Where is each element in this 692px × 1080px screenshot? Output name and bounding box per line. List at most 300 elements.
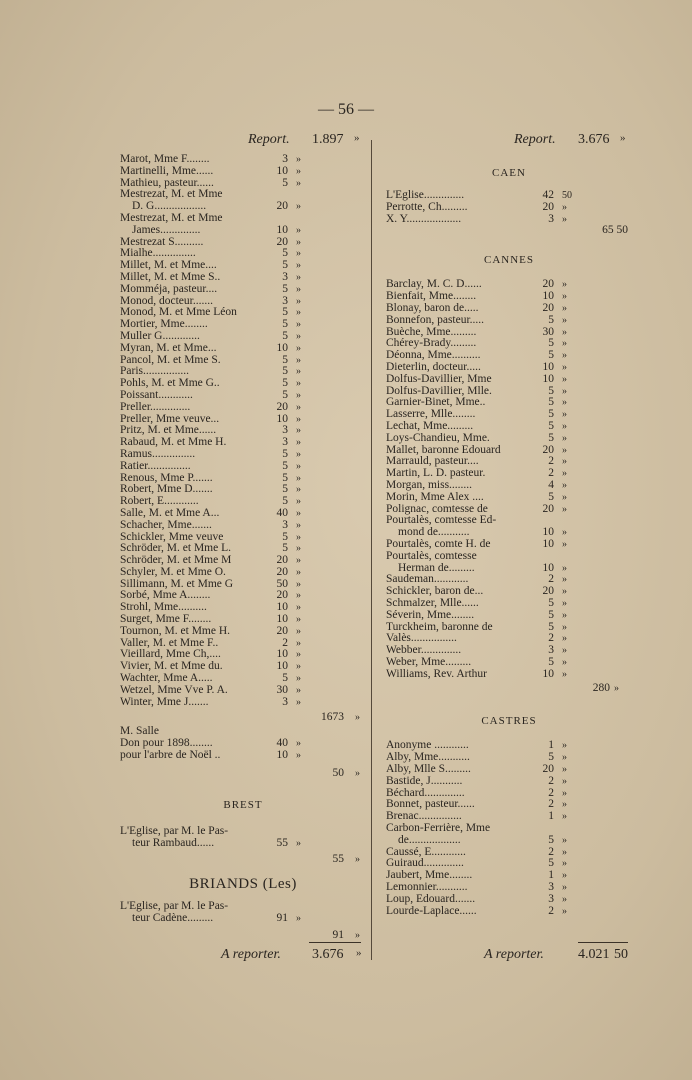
entry-name: Bienfait, Mme........ <box>386 290 477 303</box>
entry-amount: 20 <box>276 624 288 637</box>
entry-cents: » <box>296 401 301 413</box>
footer-label: A reporter. <box>221 947 281 962</box>
entry-name: Pourtalès, comtesse <box>386 549 477 562</box>
entry-name: Monod, M. et Mme Léon <box>120 306 237 319</box>
total-rule <box>309 942 361 943</box>
entry-amount: 5 <box>282 365 288 378</box>
entry-cents: » <box>562 527 567 539</box>
list-item <box>118 520 368 532</box>
list-item <box>118 225 368 237</box>
entry-name: D. G.................. <box>132 200 207 213</box>
entry-cents: » <box>562 645 567 657</box>
footer-amount: 4.021 <box>578 947 610 962</box>
entry-cents: » <box>296 224 301 236</box>
entry-name: Guiraud.............. <box>386 857 464 870</box>
entry-name: Lourde-Laplace...... <box>386 904 477 917</box>
entry-cents: » <box>296 437 301 449</box>
page-number: — 56 — <box>318 101 374 118</box>
entry-amount: 10 <box>542 526 554 539</box>
report-amount: 1.897 <box>312 132 344 147</box>
entry-amount: 2 <box>548 632 554 645</box>
entry-name: Preller, Mme veuve... <box>120 412 220 425</box>
list-item <box>384 480 634 492</box>
entry-name: Lemonnier........... <box>386 881 468 894</box>
entry-cents: » <box>562 775 567 787</box>
entry-cents: » <box>562 444 567 456</box>
entry-amount: 20 <box>276 589 288 602</box>
entry-name: Tournon, M. et Mme H. <box>120 624 231 637</box>
entry-name: Martinelli, Mme...... <box>120 164 214 177</box>
entry-cents: » <box>296 177 301 189</box>
entry-amount: 10 <box>276 164 288 177</box>
entry-amount: 20 <box>276 235 288 248</box>
entry-amount: 5 <box>282 306 288 319</box>
entry-cents: » <box>562 361 567 373</box>
entry-name: Schröder, M. et Mme L. <box>120 542 232 555</box>
entry-cents: » <box>296 750 301 762</box>
entry-name: Vivier, M. et Mme du. <box>120 660 223 673</box>
entry-name: Vieillard, Mme Ch,.... <box>120 648 221 661</box>
list-item <box>118 213 368 225</box>
section-total-mark: » <box>355 854 360 866</box>
entry-cents: » <box>562 479 567 491</box>
entry-cents: » <box>296 661 301 673</box>
entry-name: Garnier-Binet, Mme.. <box>386 396 486 409</box>
entry-cents: » <box>296 637 301 649</box>
entry-amount: 1 <box>548 739 554 752</box>
entry-cents: » <box>562 201 567 213</box>
entry-name: Bonnefon, pasteur..... <box>386 313 485 326</box>
entry-name: Chérey-Brady......... <box>386 337 477 350</box>
entry-cents: » <box>296 496 301 508</box>
report-amount: 3.676 <box>578 132 610 147</box>
entry-amount: 30 <box>276 683 288 696</box>
entry-cents: » <box>296 413 301 425</box>
entry-name: X. Y................... <box>386 212 462 225</box>
entry-name: L'Eglise.............. <box>386 189 465 201</box>
entry-amount: 55 <box>276 836 288 849</box>
entry-name: Poissant............ <box>120 388 193 401</box>
entry-amount: 5 <box>282 483 288 496</box>
entry-amount: 10 <box>276 601 288 614</box>
entry-cents: » <box>562 870 567 882</box>
list-item <box>118 826 368 838</box>
entry-amount: 5 <box>282 318 288 331</box>
entry-name: Caussé, E............ <box>386 845 466 858</box>
section-total-row <box>118 849 368 871</box>
entry-amount: 91 <box>276 912 288 925</box>
entry-cents: » <box>562 740 567 752</box>
entry-name: Lechat, Mme......... <box>386 419 474 432</box>
entry-amount: 10 <box>542 360 554 373</box>
entry-name: Alby, Mme........... <box>386 751 470 764</box>
entry-amount: 10 <box>276 223 288 236</box>
entry-name: Pourtalès, comte H. de <box>386 537 491 550</box>
entry-amount: 42 <box>542 189 554 201</box>
entry-cents: » <box>562 893 567 905</box>
report-mark: » <box>354 132 360 144</box>
entry-name: Marrauld, pasteur.... <box>386 455 479 468</box>
section-total: 55 <box>332 853 344 866</box>
entry-name: Schickler, baron de... <box>386 585 484 598</box>
briands-entries <box>118 901 368 925</box>
entry-name: Mestrezat, M. et Mme <box>120 211 223 224</box>
section-total: 91 <box>332 929 344 942</box>
entry-cents: » <box>296 342 301 354</box>
entry-amount: 20 <box>542 585 554 598</box>
entry-cents: » <box>562 213 567 225</box>
footer-amount: 3.676 <box>312 947 344 962</box>
section-title-cannes: CANNES <box>483 254 534 267</box>
entry-cents: » <box>296 319 301 331</box>
entry-cents: » <box>296 484 301 496</box>
entry-cents: » <box>296 578 301 590</box>
entry-name: Pohls, M. et Mme G.. <box>120 377 220 390</box>
list-item <box>384 539 634 551</box>
entry-cents: » <box>296 283 301 295</box>
entry-cents: » <box>296 738 301 750</box>
entry-amount: 5 <box>282 329 288 342</box>
entry-amount: 5 <box>282 672 288 685</box>
list-item <box>118 697 368 709</box>
entry-amount: 20 <box>542 200 554 213</box>
list-item <box>118 331 368 343</box>
entry-amount: 5 <box>282 495 288 508</box>
entry-cents: » <box>562 338 567 350</box>
entry-cents: » <box>562 314 567 326</box>
list-item <box>118 449 368 461</box>
entry-amount: 2 <box>548 455 554 468</box>
entry-name: Sillimann, M. et Mme G <box>120 577 234 590</box>
section-total-row <box>384 680 634 696</box>
list-item <box>118 461 368 473</box>
entry-amount: 10 <box>276 613 288 626</box>
entry-name: Don pour 1898........ <box>120 737 213 750</box>
entry-amount: 5 <box>282 353 288 366</box>
entry-name: Sorbé, Mme A........ <box>120 589 211 602</box>
entry-name: Mallet, baronne Edouard <box>386 443 501 456</box>
list-item <box>384 835 634 847</box>
entry-cents: » <box>562 397 567 409</box>
section-title-brest: BREST <box>223 798 263 811</box>
entry-name: Surget, Mme F........ <box>120 613 212 626</box>
entry-name: Mathieu, pasteur...... <box>120 176 214 189</box>
entry-amount: 3 <box>282 270 288 283</box>
entry-name: Robert, E............ <box>120 495 199 508</box>
entry-name: Morin, Mme Alex .... <box>386 490 484 503</box>
entry-amount: 5 <box>548 751 554 764</box>
entry-name: Schacher, Mme....... <box>120 518 212 531</box>
list-item <box>118 685 368 697</box>
entry-name: Millet, M. et Mme.... <box>120 259 217 272</box>
entry-name: Dolfus-Davillier, Mme <box>386 372 492 385</box>
entry-amount: 3 <box>548 881 554 894</box>
entry-name: Carbon-Ferrière, Mme <box>386 822 491 835</box>
entry-amount: 20 <box>276 200 288 213</box>
entry-amount: 20 <box>542 278 554 291</box>
entry-name: Myran, M. et Mme... <box>120 341 217 354</box>
entry-name: Williams, Rev. Arthur <box>386 667 488 680</box>
entry-cents: » <box>296 649 301 661</box>
total-rule <box>578 942 628 943</box>
entry-name: Ratier............... <box>120 459 191 472</box>
entry-name: Rabaud, M. et Mme H. <box>120 436 227 449</box>
entry-amount: 5 <box>548 857 554 870</box>
list-item <box>384 906 634 918</box>
entry-cents: » <box>296 590 301 602</box>
entry-name: Morgan, miss........ <box>386 478 473 491</box>
footer-amount-cents: 50 <box>614 947 628 962</box>
entry-cents: » <box>296 154 301 165</box>
entry-cents: » <box>296 555 301 567</box>
list-item <box>384 894 634 906</box>
entry-cents: » <box>296 566 301 578</box>
entry-amount: 5 <box>282 459 288 472</box>
entry-cents: » <box>562 409 567 421</box>
entry-amount: 3 <box>282 518 288 531</box>
right-column <box>384 132 634 917</box>
left-report-header <box>118 132 368 154</box>
entry-name: Wetzel, Mme Vve P. A. <box>120 683 228 696</box>
list-item <box>118 390 368 402</box>
entry-amount: 20 <box>276 400 288 413</box>
entry-name: Béchard.............. <box>386 786 465 799</box>
entry-amount: 5 <box>282 176 288 189</box>
entry-cents: » <box>562 503 567 515</box>
entry-cents: » <box>562 373 567 385</box>
entry-amount: 5 <box>548 431 554 444</box>
list-item <box>118 508 368 520</box>
entry-name: Mortier, Mme........ <box>120 318 208 331</box>
entry-name: Bastide, J........... <box>386 774 463 787</box>
entry-name: Momméja, pasteur.... <box>120 282 218 295</box>
entry-amount: 2 <box>548 774 554 787</box>
entry-name: Herman de......... <box>398 561 475 574</box>
left-entry-list <box>118 154 368 708</box>
entry-amount: 5 <box>548 490 554 503</box>
entry-cents: » <box>562 491 567 503</box>
entry-cents: » <box>296 543 301 555</box>
entry-name: Mialhe............... <box>120 247 196 260</box>
entry-name: Buèche, Mme......... <box>386 325 477 338</box>
section-title-caen: CAEN <box>492 167 526 179</box>
entry-name: Polignac, comtesse de <box>386 502 488 515</box>
entry-cents: » <box>562 621 567 633</box>
column-divider <box>371 140 372 960</box>
section-total-row <box>384 225 634 237</box>
entry-amount: 10 <box>542 537 554 550</box>
entry-name: Pancol, M. et Mme S. <box>120 353 221 366</box>
entry-cents: » <box>296 271 301 283</box>
entry-cents: » <box>562 882 567 894</box>
entry-name: Lasserre, Mlle........ <box>386 408 476 421</box>
list-item <box>384 551 634 563</box>
entry-name: teur Rambaud...... <box>132 836 215 849</box>
list-item <box>118 567 368 579</box>
entry-amount: 2 <box>548 573 554 586</box>
entry-name: Déonna, Mme.......... <box>386 349 481 362</box>
entry-name: Preller.............. <box>120 400 191 413</box>
entry-amount: 10 <box>276 648 288 661</box>
entry-cents: » <box>562 562 567 574</box>
entry-name: Renous, Mme P....... <box>120 471 213 484</box>
entry-cents: » <box>296 448 301 460</box>
entry-cents: » <box>296 696 301 708</box>
entry-amount: 2 <box>282 636 288 649</box>
entry-amount: 10 <box>276 341 288 354</box>
entry-amount: 3 <box>282 436 288 449</box>
entry-name: Schmalzer, Mlle...... <box>386 596 479 609</box>
entry-cents: » <box>562 668 567 680</box>
entry-amount: 20 <box>276 554 288 567</box>
entry-name: Salle, M. et Mme A... <box>120 506 220 519</box>
entry-cents: » <box>562 846 567 858</box>
entry-amount: 5 <box>548 833 554 846</box>
entry-amount: 3 <box>548 212 554 225</box>
list-item <box>118 626 368 638</box>
entry-cents: » <box>562 905 567 917</box>
entry-name: Robert, Mme D....... <box>120 483 213 496</box>
entry-amount: 10 <box>542 561 554 574</box>
entry-name: Muller G............. <box>120 329 200 342</box>
entry-name: Ramus............... <box>120 447 196 460</box>
entry-amount: 20 <box>542 301 554 314</box>
entry-name: Dolfus-Davillier, Mlle. <box>386 384 492 397</box>
list-item <box>384 374 634 386</box>
castres-entries <box>384 740 634 917</box>
entry-cents: » <box>562 302 567 314</box>
entry-cents: » <box>296 625 301 637</box>
entry-amount: 5 <box>282 471 288 484</box>
entry-cents: » <box>562 811 567 823</box>
entry-cents: » <box>296 673 301 685</box>
section-total: 65 50 <box>602 224 628 237</box>
entry-name: Monod, docteur....... <box>120 294 213 307</box>
list-item <box>118 166 368 178</box>
entry-name: M. Salle <box>120 725 159 738</box>
entry-cents: » <box>296 260 301 272</box>
list-item <box>118 750 368 762</box>
entry-name: Dieterlin, docteur..... <box>386 360 481 373</box>
entry-amount: 3 <box>548 892 554 905</box>
entry-amount: 2 <box>548 798 554 811</box>
entry-amount: 40 <box>276 737 288 750</box>
entry-amount: 50 <box>276 577 288 590</box>
list-item <box>118 284 368 296</box>
entry-amount: 40 <box>276 506 288 519</box>
entry-cents: » <box>562 858 567 870</box>
entry-cents: » <box>296 354 301 366</box>
entry-name: pour l'arbre de Noël .. <box>120 749 221 762</box>
report-mark: » <box>620 132 626 144</box>
entry-amount: 5 <box>282 282 288 295</box>
entry-cents: » <box>296 366 301 378</box>
entry-cents: » <box>296 248 301 260</box>
entry-name: Marot, Mme F........ <box>120 153 210 165</box>
entry-cents: » <box>296 165 301 177</box>
report-label: Report. <box>514 132 556 147</box>
entry-name: Pritz, M. et Mme...... <box>120 424 217 437</box>
entry-name: Turckheim, baronne de <box>386 620 493 633</box>
list-item <box>118 913 368 925</box>
entry-name: Schyler, M. et Mme O. <box>120 565 226 578</box>
entry-name: Loup, Edouard....... <box>386 892 476 905</box>
entry-amount: 3 <box>282 695 288 708</box>
entry-name: Perrotte, Ch......... <box>386 200 468 213</box>
list-item <box>384 202 634 214</box>
entry-amount: 3 <box>282 294 288 307</box>
entry-name: Séverin, Mme........ <box>386 608 475 621</box>
entry-cents: » <box>562 538 567 550</box>
entry-cents: » <box>296 507 301 519</box>
entry-amount: 3 <box>282 424 288 437</box>
entry-cents: » <box>296 837 301 849</box>
entry-cents: » <box>296 602 301 614</box>
entry-name: Martin, L. D. pasteur. <box>386 467 486 480</box>
entry-name: Mestrezat, M. et Mme <box>120 188 223 201</box>
entry-amount: 10 <box>276 660 288 673</box>
entry-amount: 2 <box>548 467 554 480</box>
section-total-mark: » <box>355 930 360 942</box>
entry-amount: 10 <box>542 290 554 303</box>
entry-name: Wachter, Mme A..... <box>120 672 213 685</box>
entry-name: Anonyme ............ <box>386 739 469 752</box>
brest-entries <box>118 826 368 850</box>
section-title-castres: CASTRES <box>481 715 537 728</box>
entry-cents: » <box>296 307 301 319</box>
entry-name: Schröder, M. et Mme M <box>120 554 232 567</box>
entry-name: de.................. <box>398 833 461 846</box>
entry-amount: 5 <box>548 396 554 409</box>
list-item <box>384 362 634 374</box>
entry-amount: 5 <box>548 337 554 350</box>
entry-name: Paris................ <box>120 365 189 378</box>
subtotal-row <box>118 762 368 788</box>
entry-amount: 2 <box>548 786 554 799</box>
entry-cents: » <box>562 752 567 764</box>
entry-cents: » <box>562 326 567 338</box>
entry-amount: 1 <box>548 810 554 823</box>
entry-cents: » <box>296 425 301 437</box>
entry-name: mond de........... <box>398 526 470 539</box>
footer-label: A reporter. <box>484 947 544 962</box>
list-item <box>384 433 634 445</box>
entry-amount: 20 <box>542 763 554 776</box>
entry-cents: » <box>562 656 567 668</box>
entry-name: Winter, Mme J....... <box>120 695 209 708</box>
entry-cents: » <box>562 385 567 397</box>
entry-cents: » <box>562 764 567 776</box>
entry-name: Bonnet, pasteur...... <box>386 798 475 811</box>
entry-cents: » <box>296 460 301 472</box>
list-item <box>118 272 368 284</box>
entry-name: Saudeman............ <box>386 573 469 586</box>
entry-cents: » <box>562 291 567 303</box>
entry-amount: 10 <box>542 667 554 680</box>
entry-name: teur Cadène......... <box>132 912 214 925</box>
entry-amount: 5 <box>548 408 554 421</box>
entry-amount: 1 <box>548 869 554 882</box>
left-column <box>118 132 368 945</box>
list-item <box>384 598 634 610</box>
list-item <box>384 657 634 669</box>
entry-cents: » <box>562 586 567 598</box>
entry-cents: » <box>562 468 567 480</box>
entry-cents: » <box>562 420 567 432</box>
list-item <box>118 343 368 355</box>
list-item <box>118 838 368 850</box>
list-item <box>384 421 634 433</box>
